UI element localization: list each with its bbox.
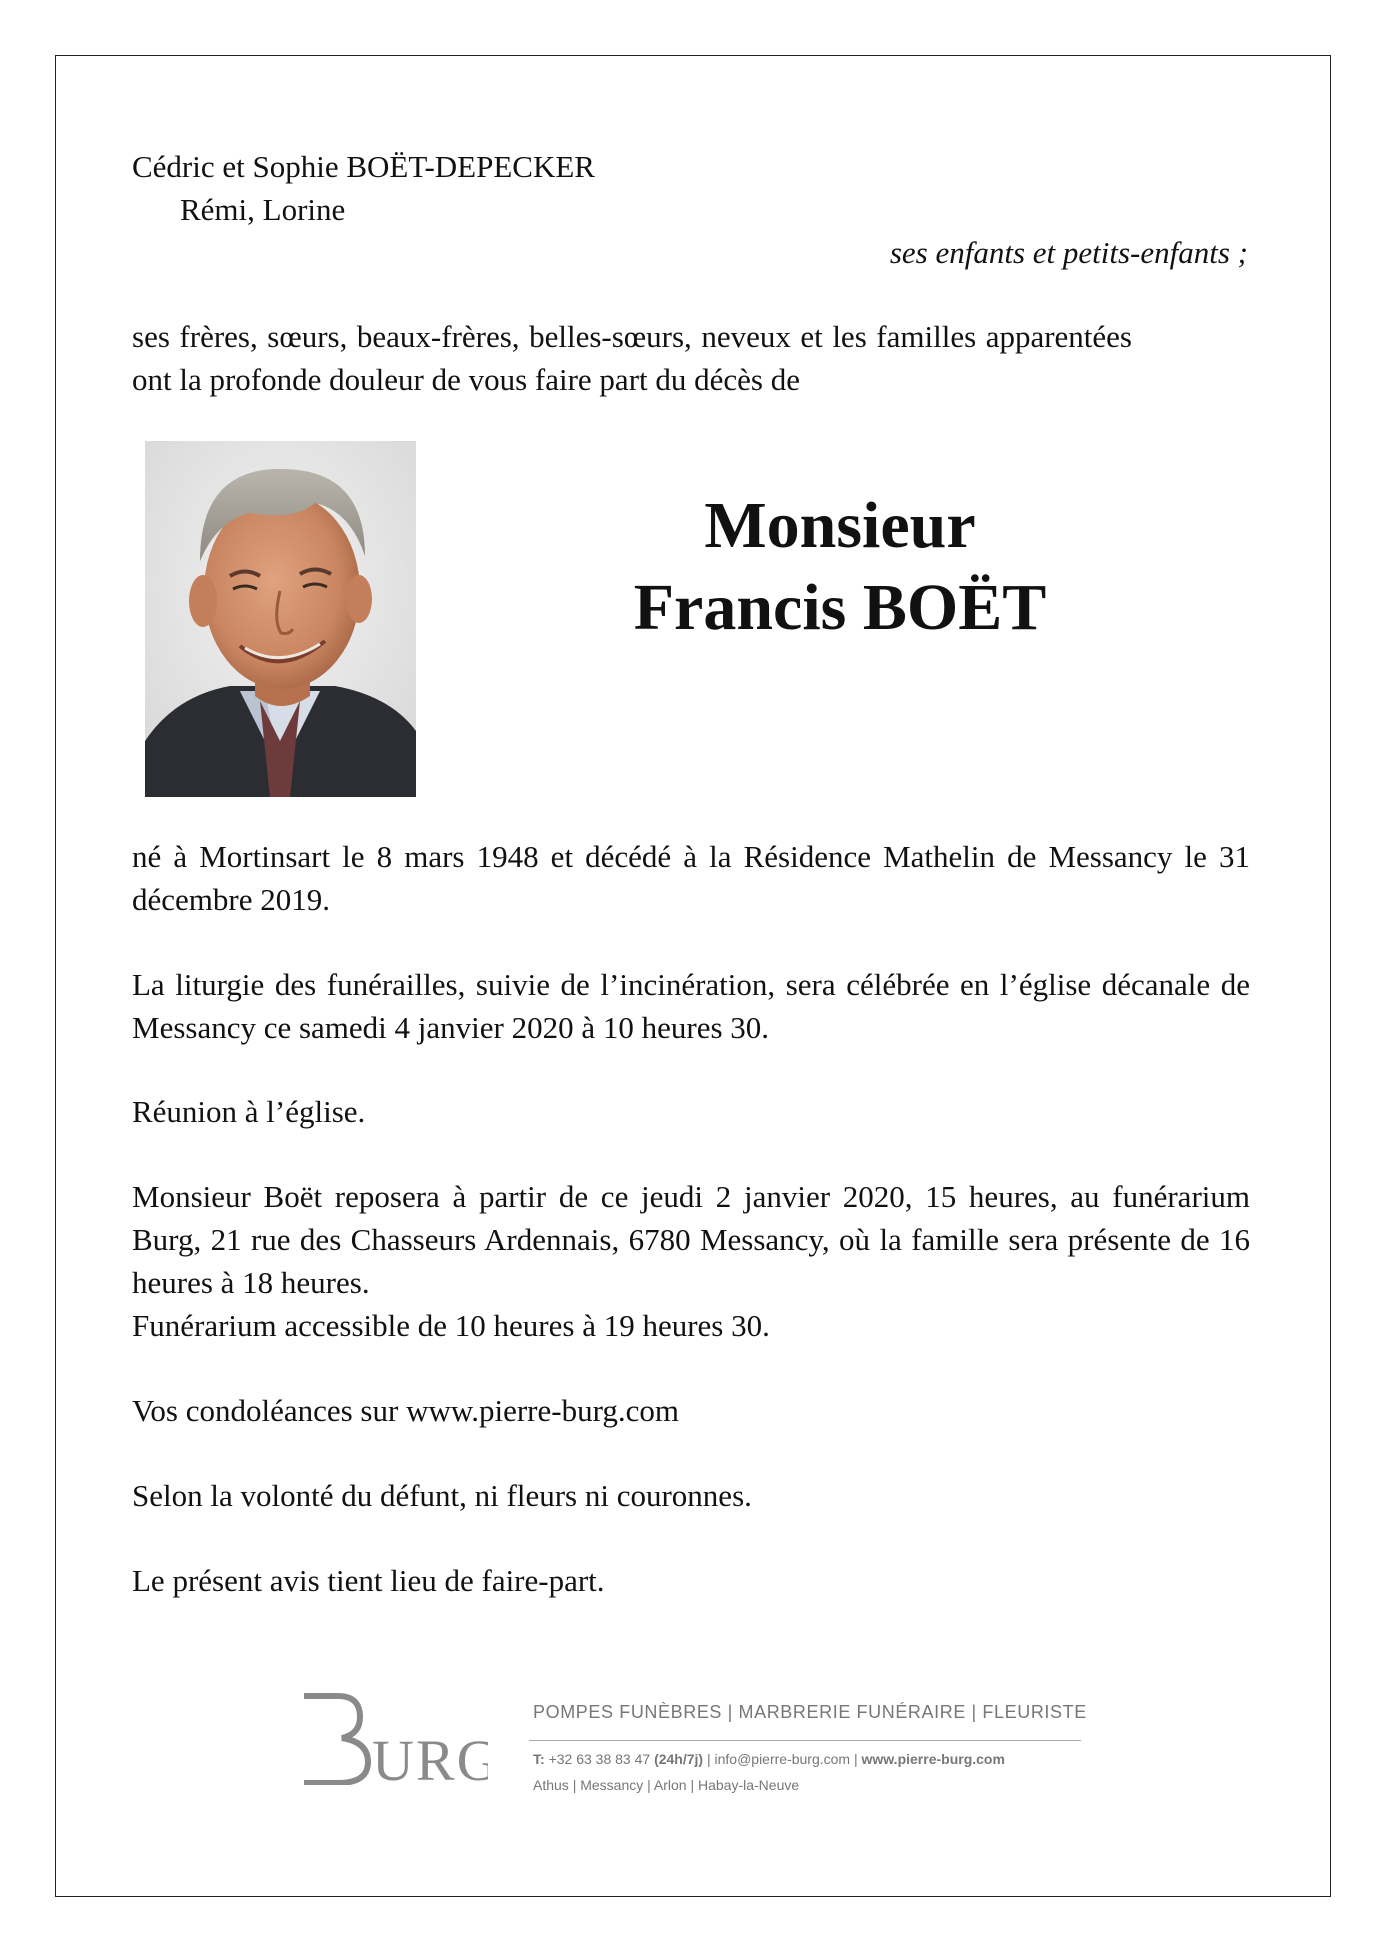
family-relation: ses enfants et petits-enfants ; <box>889 235 1248 270</box>
website-link[interactable]: www.pierre-burg.com <box>861 1751 1005 1767</box>
family-line-2: Rémi, Lorine <box>180 192 346 227</box>
portrait-photo <box>145 441 416 797</box>
reunion-paragraph: Réunion à l’église. <box>132 1094 366 1129</box>
birth-death-paragraph: né à Mortinsart le 8 mars 1948 et décédé à la Résidence Mathelin de Messancy le 31 décembre 2019. <box>132 839 1250 917</box>
notice-text: Le présent avis tient lieu de faire-part. <box>132 1563 605 1598</box>
liturgy-paragraph: La liturgie des funérailles, suivie de l’incinération, sera célébrée en l’église décanale de Messancy ce samedi 4 janvier 2020 à 10 heures 30. <box>132 967 1250 1045</box>
funerarium-hours: Funérarium accessible de 10 heures à 19 heures 30. <box>132 1308 770 1343</box>
svg-text:URG: URG <box>372 1728 488 1785</box>
announcement-text: ses frères, sœurs, beaux-frères, belles-sœurs, neveux et les familles apparentées ont la profonde douleur de vous faire part du décès de <box>132 319 1132 397</box>
deceased-title: Monsieur <box>704 489 976 562</box>
separator: | <box>854 1751 862 1767</box>
condolences-text: Vos condoléances sur www.pierre-burg.com <box>132 1393 679 1428</box>
email-link[interactable]: info@pierre-burg.com <box>714 1751 851 1767</box>
separator: | <box>706 1751 715 1767</box>
phone-hours: (24h/7j) <box>654 1751 704 1767</box>
contact-line <box>533 1751 1005 1767</box>
phone-label: T: <box>533 1751 545 1767</box>
burg-logo <box>298 1690 488 1785</box>
locations-text: Athus | Messancy | Arlon | Habay-la-Neuve <box>533 1777 800 1793</box>
visitation-paragraph: Monsieur Boët reposera à partir de ce jeudi 2 janvier 2020, 15 heures, au funérarium Burg, 21 rue des Chasseurs Ardennais, 6780 Messancy, où la famille sera présente de 16 heures à 18 heures. <box>132 1179 1250 1300</box>
phone-number: +32 63 38 83 47 <box>548 1751 651 1767</box>
flowers-wish: Selon la volonté du défunt, ni fleurs ni couronnes. <box>132 1478 752 1513</box>
services-text: POMPES FUNÈBRES | MARBRERIE FUNÉRAIRE | FLEURISTE <box>533 1702 1087 1722</box>
family-line-1: Cédric et Sophie BOËT-DEPECKER <box>132 149 595 184</box>
services-banner <box>529 1698 1087 1741</box>
deceased-name: Francis BOËT <box>633 571 1047 644</box>
burg-logo-mark <box>298 1690 488 1785</box>
